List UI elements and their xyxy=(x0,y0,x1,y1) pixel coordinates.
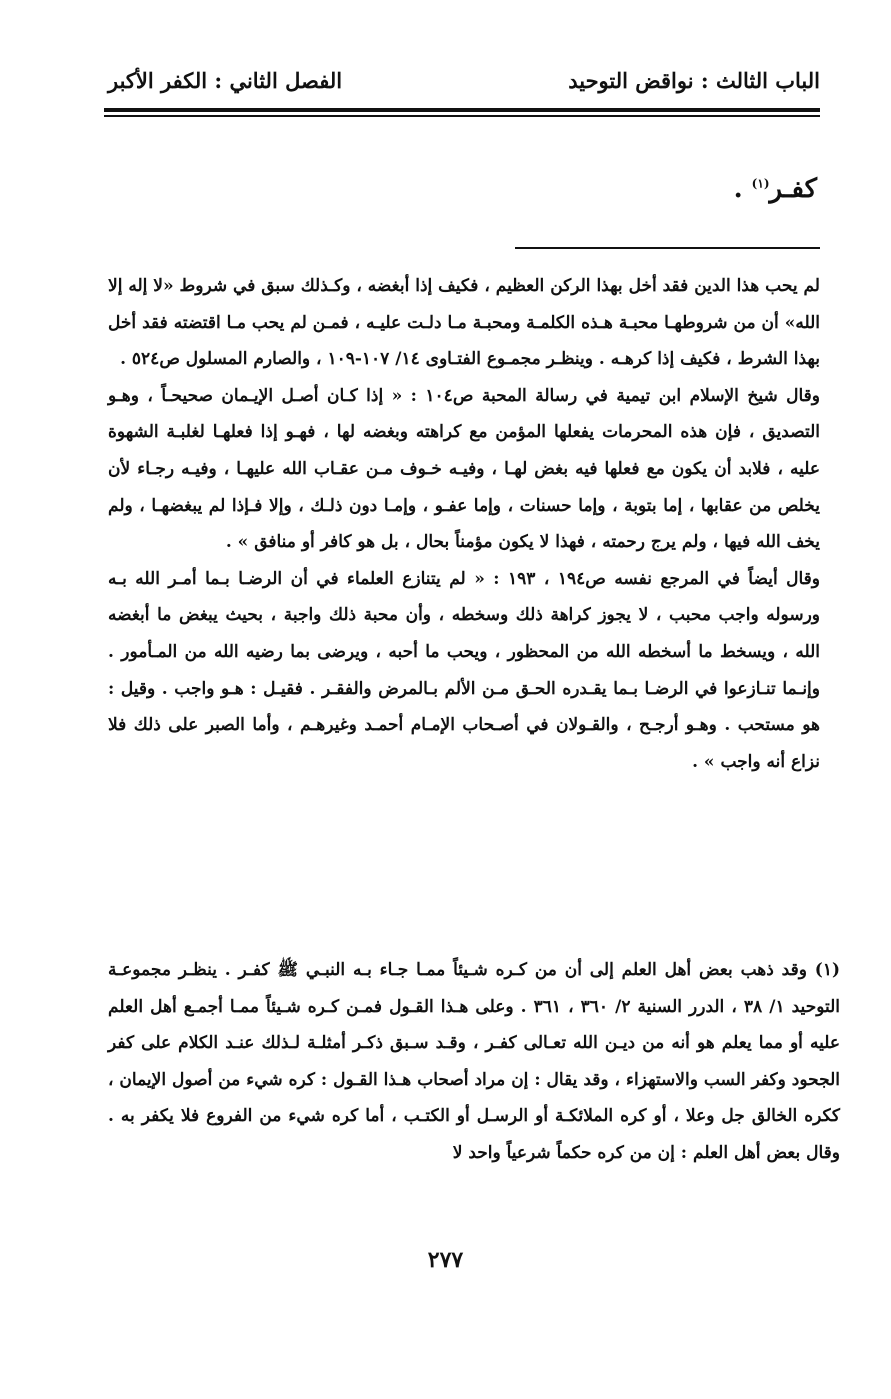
chapter-title: الباب الثالث : نواقض التوحيد xyxy=(568,68,820,93)
page-number: ٢٧٧ xyxy=(427,1247,464,1273)
header-rule-thick xyxy=(104,108,820,112)
paragraph: لم يحب هذا الدين فقد أخل بهذا الركن العظيم ، فكيف إذا أبغضه ، وكـذلك سبق في شروط «لا إله إلا الله» أن من شروطهـا محبـة هـذه الكلمـة ومحبـة مـا دلـت عليـه ، فمـن لم يحب مـا اقتضته فقد أخل بهذا الشرط ، فكيف إذا كرهـه . وينظـر مجمـوع الفتـاوى ١٤/ ١٠٧-١٠٩ ، والصارم المسلول ص٥٢٤ . xyxy=(108,276,820,370)
main-body xyxy=(108,268,820,780)
paragraph: وقال أيضاً في المرجع نفسه ص١٩٤ ، ١٩٣ : « لم يتنازع العلماء في أن الرضـا بـما أمـر الله بـه ورسوله واجب محبب ، لا يجوز كراهة ذلك وسخطه ، وأن محبة ذلك واجبة ، بحيث يبغض ما أبغضه الله ، ويسخط ما أسخطه الله من المحظور ، ويحب ما أحبه ، ويرضى بما رضيه الله من المـأمور . وإنـما تنـازعوا في الرضـا بـما يقـدره الحـق مـن الألم بـالمرض والفقـر . فقيـل : هـو واجب . وقيل : هو مستحب . وهـو أرجـح ، والقـولان في أصـحاب الإمـام أحمـد وغيرهـم ، وأما الصبر على ذلك فلا نزاع أنه واجب » . xyxy=(108,568,821,772)
running-header xyxy=(108,68,820,108)
carried-over-text xyxy=(734,174,817,204)
carried-over-punct: . xyxy=(733,174,752,204)
section-title: الفصل الثاني : الكفر الأكبر xyxy=(108,68,343,93)
footnote-marker: (١) xyxy=(751,176,770,191)
paragraph: وقال شيخ الإسلام ابن تيمية في رسالة المحبة ص١٠٤ : « إذا كـان أصـل الإيـمان صحيحـاً ، وهـو التصديق ، فإن هذه المحرمات يفعلها المؤمن مع كراهته وبغضه لها ، فهـو إذا فعلهـا لغلبـة الشهوة عليه ، فلابد أن يكون مع فعلها فيه بغض لهـا ، وفيـه خـوف مـن عقـاب الله عليهـا ، وفيـه رجـاء لأن يخلص من عقابها ، إما بتوبة ، وإما حسنات ، وإما عفـو ، وإمـا دون ذلـك ، وإلا فـإذا لم يبغضهـا ، ولم يخف الله فيها ، ولم يرج رحمته ، فهذا لا يكون مؤمناً بحال ، بل هو كافر أو منافق » . xyxy=(108,385,821,553)
footnote-separator xyxy=(515,247,820,249)
carried-over-word: كفـر xyxy=(769,174,817,204)
header-rule-thin xyxy=(104,115,820,117)
footnote: (١) وقد ذهب بعض أهل العلم إلى أن من كـره شـيئاً ممـا جـاء بـه النبـي ﷺ كفـر . ينظـر مجموعـة التوحيد ١/ ٣٨ ، الدرر السنية ٢/ ٣٦٠ ، ٣٦١ . وعلى هـذا القـول فمـن كـره شـيئاً ممـا أجمـع أهل العلم عليه أو مما يعلم هو أنه من ديـن الله تعـالى كفـر ، وقـد سـبق ذكـر أمثلـة لـذلك عنـد الكلام على كفر الجحود وكفر السب والاستهزاء ، وقد يقال : إن مراد أصحاب هـذا القـول : كره شيء من أصول الإيمان ، ككره الخالق جل وعلا ، أو كره الملائكـة أو الرسـل أو الكتـب ، أما كره شيء من الفروع فلا يكفر به . وقال بعض أهل العلم : إن من كره حكماً شرعياً واحد لا xyxy=(108,960,841,1163)
